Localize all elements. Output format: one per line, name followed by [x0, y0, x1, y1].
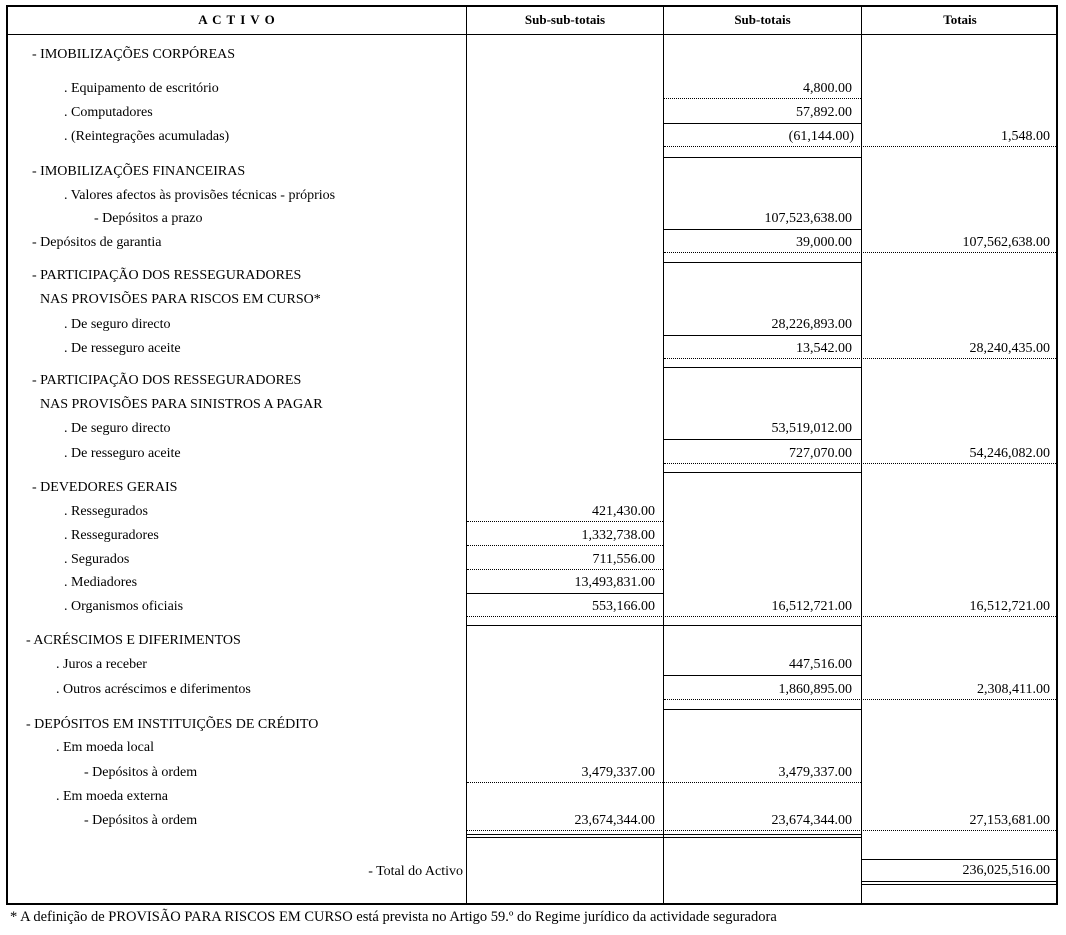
dotted-underline [664, 98, 861, 99]
sub-total-value: 28,226,893.00 [771, 317, 852, 332]
section-title: - PARTICIPAÇÃO DOS RESSEGURADORES [32, 268, 302, 283]
solid-underline [862, 859, 1058, 860]
dotted-underline [467, 521, 663, 522]
row-label: . Outros acréscimos e diferimentos [56, 682, 251, 697]
section-title: - IMOBILIZAÇÕES FINANCEIRAS [32, 164, 246, 179]
row-label: . De seguro directo [64, 421, 171, 436]
solid-underline [664, 675, 861, 676]
row-label: . De seguro directo [64, 317, 171, 332]
sub-sub-total-value: 3,479,337.00 [581, 765, 655, 780]
row-label: - Depósitos à ordem [84, 765, 198, 780]
dotted-underline [467, 569, 663, 570]
solid-separator [664, 472, 861, 473]
solid-separator [467, 834, 861, 835]
section-title: - IMOBILIZAÇÕES CORPÓREAS [32, 47, 236, 62]
sub-total-value: 23,674,344.00 [771, 813, 852, 828]
row-label: . De resseguro aceite [64, 446, 181, 461]
sub-sub-total-value: 711,556.00 [592, 552, 655, 567]
solid-separator [664, 157, 861, 158]
sub-total-value: 57,892.00 [796, 105, 852, 120]
solid-separator [664, 709, 861, 710]
section-title: NAS PROVISÕES PARA RISCOS EM CURSO* [40, 292, 321, 307]
dotted-underline [664, 699, 1058, 700]
row-label: . Em moeda externa [56, 789, 168, 804]
double-underline-bottom [862, 884, 1058, 885]
solid-separator [664, 262, 861, 263]
sub-total-value: 447,516.00 [789, 657, 852, 672]
solid-separator [467, 837, 861, 838]
total-activo-label: - Total do Activo [368, 864, 463, 879]
sub-total-value: 4,800.00 [803, 81, 852, 96]
section-title: NAS PROVISÕES PARA SINISTROS A PAGAR [40, 397, 323, 412]
row-label: - Depósitos à ordem [84, 813, 198, 828]
total-activo-value: 236,025,516.00 [962, 863, 1050, 878]
sub-sub-total-value: 421,430.00 [592, 504, 655, 519]
solid-underline [664, 335, 861, 336]
header-activo: A C T I V O [198, 12, 276, 27]
dotted-underline [664, 146, 1058, 147]
row-label: . Mediadores [64, 575, 138, 590]
sub-sub-total-value: 23,674,344.00 [574, 813, 655, 828]
sub-sub-total-value: 553,166.00 [592, 599, 655, 614]
dotted-underline [664, 358, 1058, 359]
sub-total-value: 727,070.00 [789, 446, 852, 461]
total-value: 1,548.00 [1001, 129, 1050, 144]
row-label: . Organismos oficiais [64, 599, 184, 614]
total-value: 16,512,721.00 [969, 599, 1050, 614]
sub-total-value: 16,512,721.00 [771, 599, 852, 614]
row-label: . Equipamento de escritório [64, 81, 219, 96]
solid-underline [664, 229, 861, 230]
dotted-underline [467, 616, 1058, 617]
row-label: . (Reintegrações acumuladas) [64, 129, 230, 144]
header-totais: Totais [943, 12, 977, 27]
sub-total-value: 53,519,012.00 [771, 421, 852, 436]
dotted-underline [664, 252, 1058, 253]
balance-sheet-table [6, 5, 1058, 905]
section-title: - DEVEDORES GERAIS [32, 480, 178, 495]
double-underline-top [862, 881, 1058, 882]
total-value: 2,308,411.00 [977, 682, 1050, 697]
sub-total-value: 39,000.00 [796, 235, 852, 250]
total-value: 27,153,681.00 [969, 813, 1050, 828]
row-label: . Valores afectos às provisões técnicas - próprios [64, 188, 336, 203]
dotted-underline [467, 782, 861, 783]
sub-total-value: 107,523,638.00 [764, 211, 852, 226]
total-value: 107,562,638.00 [962, 235, 1050, 250]
sub-total-value: 3,479,337.00 [778, 765, 852, 780]
row-label: . Juros a receber [56, 657, 147, 672]
total-value: 54,246,082.00 [969, 446, 1050, 461]
footnote: * A definição de PROVISÃO PARA RISCOS EM CURSO está prevista no Artigo 59.º do Regime jurídico da actividade seguradora [10, 909, 777, 925]
solid-separator [467, 625, 861, 626]
row-label: . Computadores [64, 105, 153, 120]
row-label: - Depósitos a prazo [94, 211, 203, 226]
row-label: . De resseguro aceite [64, 341, 181, 356]
dotted-underline [664, 463, 1058, 464]
solid-underline [467, 593, 663, 594]
sub-total-value: 13,542.00 [796, 341, 852, 356]
row-label: . Ressegurados [64, 504, 148, 519]
row-label: . Segurados [64, 552, 130, 567]
sub-sub-total-value: 13,493,831.00 [574, 575, 655, 590]
sub-sub-total-value: 1,332,738.00 [581, 528, 655, 543]
dotted-underline [467, 830, 1058, 831]
section-title: - ACRÉSCIMOS E DIFERIMENTOS [26, 633, 241, 648]
header-divider [8, 34, 1056, 35]
solid-separator [664, 367, 861, 368]
sub-total-value: 1,860,895.00 [778, 682, 852, 697]
row-label: . Em moeda local [56, 740, 154, 755]
solid-underline [664, 439, 861, 440]
sub-total-value: (61,144.00) [788, 129, 854, 144]
header-sub-sub-totais: Sub-sub-totais [524, 12, 606, 27]
row-label: - Depósitos de garantia [32, 235, 162, 250]
section-title: - PARTICIPAÇÃO DOS RESSEGURADORES [32, 373, 302, 388]
section-title: - DEPÓSITOS EM INSTITUIÇÕES DE CRÉDITO [26, 717, 319, 732]
row-label: . Resseguradores [64, 528, 159, 543]
total-value: 28,240,435.00 [969, 341, 1050, 356]
solid-underline [664, 123, 861, 124]
dotted-underline [467, 545, 663, 546]
header-sub-totais: Sub-totais [734, 12, 791, 27]
